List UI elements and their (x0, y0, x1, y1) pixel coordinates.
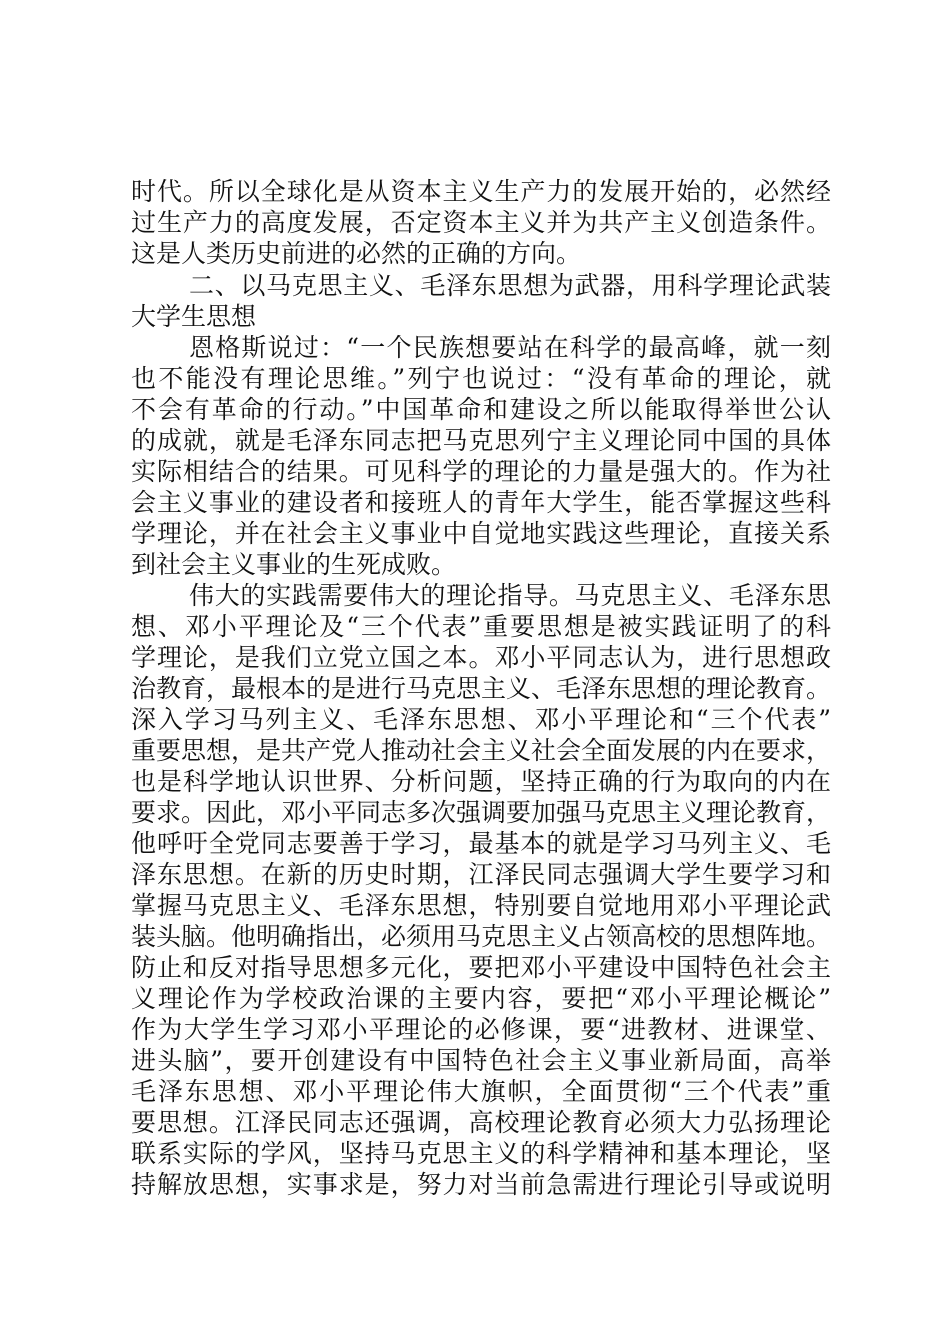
text-line: 学理论，并在社会主义事业中自觉地实践这些理论，直接关系 (131, 519, 831, 548)
text-line: 联系实际的学风，坚持马克思主义的科学精神和基本理论，坚 (131, 1139, 831, 1168)
text-line: 也是科学地认识世界、分析问题，坚持正确的行为取向的内在 (131, 767, 831, 796)
text-line: 毛泽东思想、邓小平理论伟大旗帜，全面贯彻“三个代表”重 (131, 1077, 831, 1106)
text-line: 义理论作为学校政治课的主要内容，要把“邓小平理论概论” (131, 984, 831, 1013)
text-line: 学理论，是我们立党立国之本。邓小平同志认为，进行思想政 (131, 643, 831, 672)
text-line: 也不能没有理论思维。”列宁也说过：“没有革命的理论，就 (131, 364, 831, 393)
text-line: 泽东思想。在新的历史时期，江泽民同志强调大学生要学习和 (131, 860, 831, 889)
text-line: 作为大学生学习邓小平理论的必修课，要“进教材、进课堂、 (131, 1015, 831, 1044)
text-line: 实际相结合的结果。可见科学的理论的力量是强大的。作为社 (131, 457, 831, 486)
text-line: 深入学习马列主义、毛泽东思想、邓小平理论和“三个代表” (131, 705, 831, 734)
text-line: 持解放思想，实事求是，努力对当前急需进行理论引导或说明 (131, 1170, 831, 1199)
text-line: 的成就，就是毛泽东同志把马克思列宁主义理论同中国的具体 (131, 426, 831, 455)
text-line: 要求。因此，邓小平同志多次强调要加强马克思主义理论教育， (131, 798, 831, 827)
section-heading-line: 大学生思想 (131, 302, 257, 331)
text-line: 装头脑。他明确指出，必须用马克思主义占领高校的思想阵地。 (131, 922, 831, 951)
text-line: 防止和反对指导思想多元化，要把邓小平建设中国特色社会主 (131, 953, 831, 982)
text-line: 会主义事业的建设者和接班人的青年大学生，能否掌握这些科 (131, 488, 831, 517)
text-line: 掌握马克思主义、毛泽东思想，特别要自觉地用邓小平理论武 (131, 891, 831, 920)
section-heading-line: 二、以马克思主义、毛泽东思想为武器，用科学理论武装 (189, 271, 831, 300)
text-line: 到社会主义事业的生死成败。 (131, 550, 457, 579)
text-line: 他呼吁全党同志要善于学习，最基本的就是学习马列主义、毛 (131, 829, 831, 858)
text-line: 过生产力的高度发展，否定资本主义并为共产主义创造条件。 (131, 208, 831, 237)
text-line: 恩格斯说过：“一个民族想要站在科学的最高峰，就一刻 (189, 333, 831, 362)
text-line: 不会有革命的行动。”中国革命和建设之所以能取得举世公认 (131, 395, 831, 424)
text-line: 伟大的实践需要伟大的理论指导。马克思主义、毛泽东思 (189, 581, 831, 610)
text-line: 时代。所以全球化是从资本主义生产力的发展开始的，必然经 (131, 177, 831, 206)
text-line: 想、邓小平理论及“三个代表”重要思想是被实践证明了的科 (131, 612, 831, 641)
text-line: 重要思想，是共产党人推动社会主义社会全面发展的内在要求， (131, 736, 831, 765)
text-line: 治教育，最根本的是进行马克思主义、毛泽东思想的理论教育。 (131, 674, 831, 703)
text-line: 进头脑”，要开创建设有中国特色社会主义事业新局面，高举 (131, 1046, 831, 1075)
text-line: 要思想。江泽民同志还强调，高校理论教育必须大力弘扬理论 (131, 1108, 831, 1137)
text-line: 这是人类历史前进的必然的正确的方向。 (131, 239, 582, 268)
